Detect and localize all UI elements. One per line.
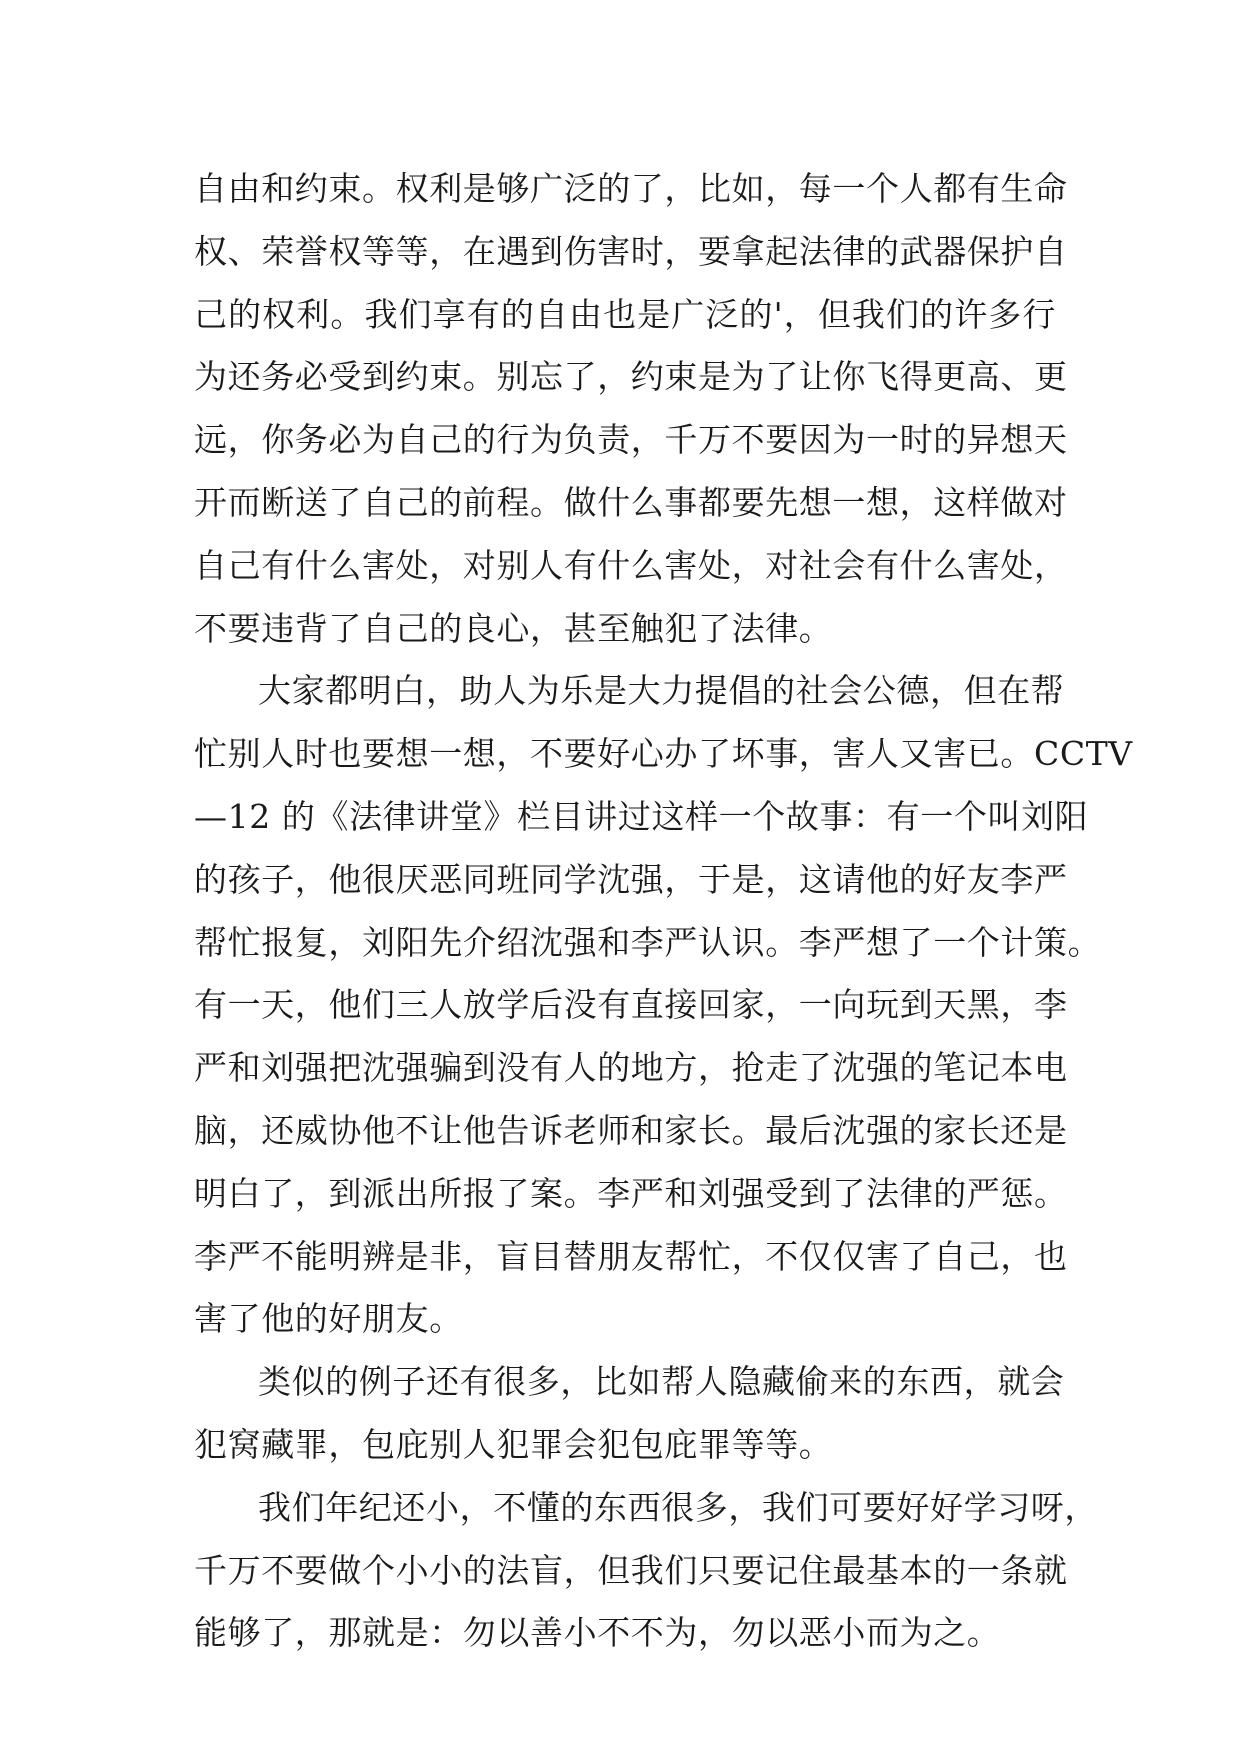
paragraph-first-line: 类似的例子还有很多，比如帮人隐藏偷来的东西，就会: [258, 1362, 1065, 1402]
text-line: 自己有什么害处，对别人有什么害处，对社会有什么害处，: [194, 545, 1068, 585]
text-line: 能够了，那就是：勿以善小不不为，勿以恶小而为之。: [194, 1613, 1001, 1653]
text-line: 千万不要做个小小的法盲，但我们只要记住最基本的一条就: [194, 1550, 1068, 1590]
text-line: 忙别人时也要想一想，不要好心办了坏事，害人又害已。CCTV: [194, 734, 1133, 774]
text-line: 犯窝藏罪，包庇别人犯罪会犯包庇罪等等。: [194, 1424, 833, 1464]
text-line: 帮忙报复，刘阳先介绍沈强和李严认识。李严想了一个计策。: [194, 922, 1102, 962]
text-line: 权、荣誉权等等，在遇到伤害时，要拿起法律的武器保护自: [194, 231, 1068, 271]
text-line: 远，你务必为自己的行为负责，千万不要因为一时的异想天: [194, 420, 1068, 460]
text-line: —12 的《法律讲堂》栏目讲过这样一个故事：有一个叫刘阳: [194, 796, 1089, 836]
paragraph-first-line: 大家都明白，助人为乐是大力提倡的社会公德，但在帮: [258, 671, 1065, 711]
text-line: 开而断送了自己的前程。做什么事都要先想一想，这样做对: [194, 482, 1068, 522]
text-line: 严和刘强把沈强骗到没有人的地方，抢走了沈强的笔记本电: [194, 1048, 1068, 1088]
text-line: 有一天，他们三人放学后没有直接回家，一向玩到天黑，李: [194, 985, 1068, 1025]
text-line: 的孩子，他很厌恶同班同学沈强，于是，这请他的好友李严: [194, 859, 1068, 899]
text-line: 明白了，到派出所报了案。李严和刘强受到了法律的严惩。: [194, 1173, 1068, 1213]
text-line: 李严不能明辨是非，盲目替朋友帮忙，不仅仅害了自己，也: [194, 1236, 1068, 1276]
paragraph-first-line: 我们年纪还小，不懂的东西很多，我们可要好好学习呀，: [258, 1487, 1098, 1527]
text-line: 为还务必受到约束。别忘了，约束是为了让你飞得更高、更: [194, 357, 1068, 397]
text-line: 自由和约束。权利是够广泛的了，比如，每一个人都有生命: [194, 169, 1068, 208]
text-line: 脑，还威协他不让他告诉老师和家长。最后沈强的家长还是: [194, 1110, 1068, 1150]
text-line: 己的权利。我们享有的自由也是广泛的'，但我们的许多行: [194, 294, 1056, 334]
text-line: 害了他的好朋友。: [194, 1299, 463, 1339]
text-line: 不要违背了自己的良心，甚至触犯了法律。: [194, 608, 833, 648]
body-text: [194, 158, 1133, 1665]
